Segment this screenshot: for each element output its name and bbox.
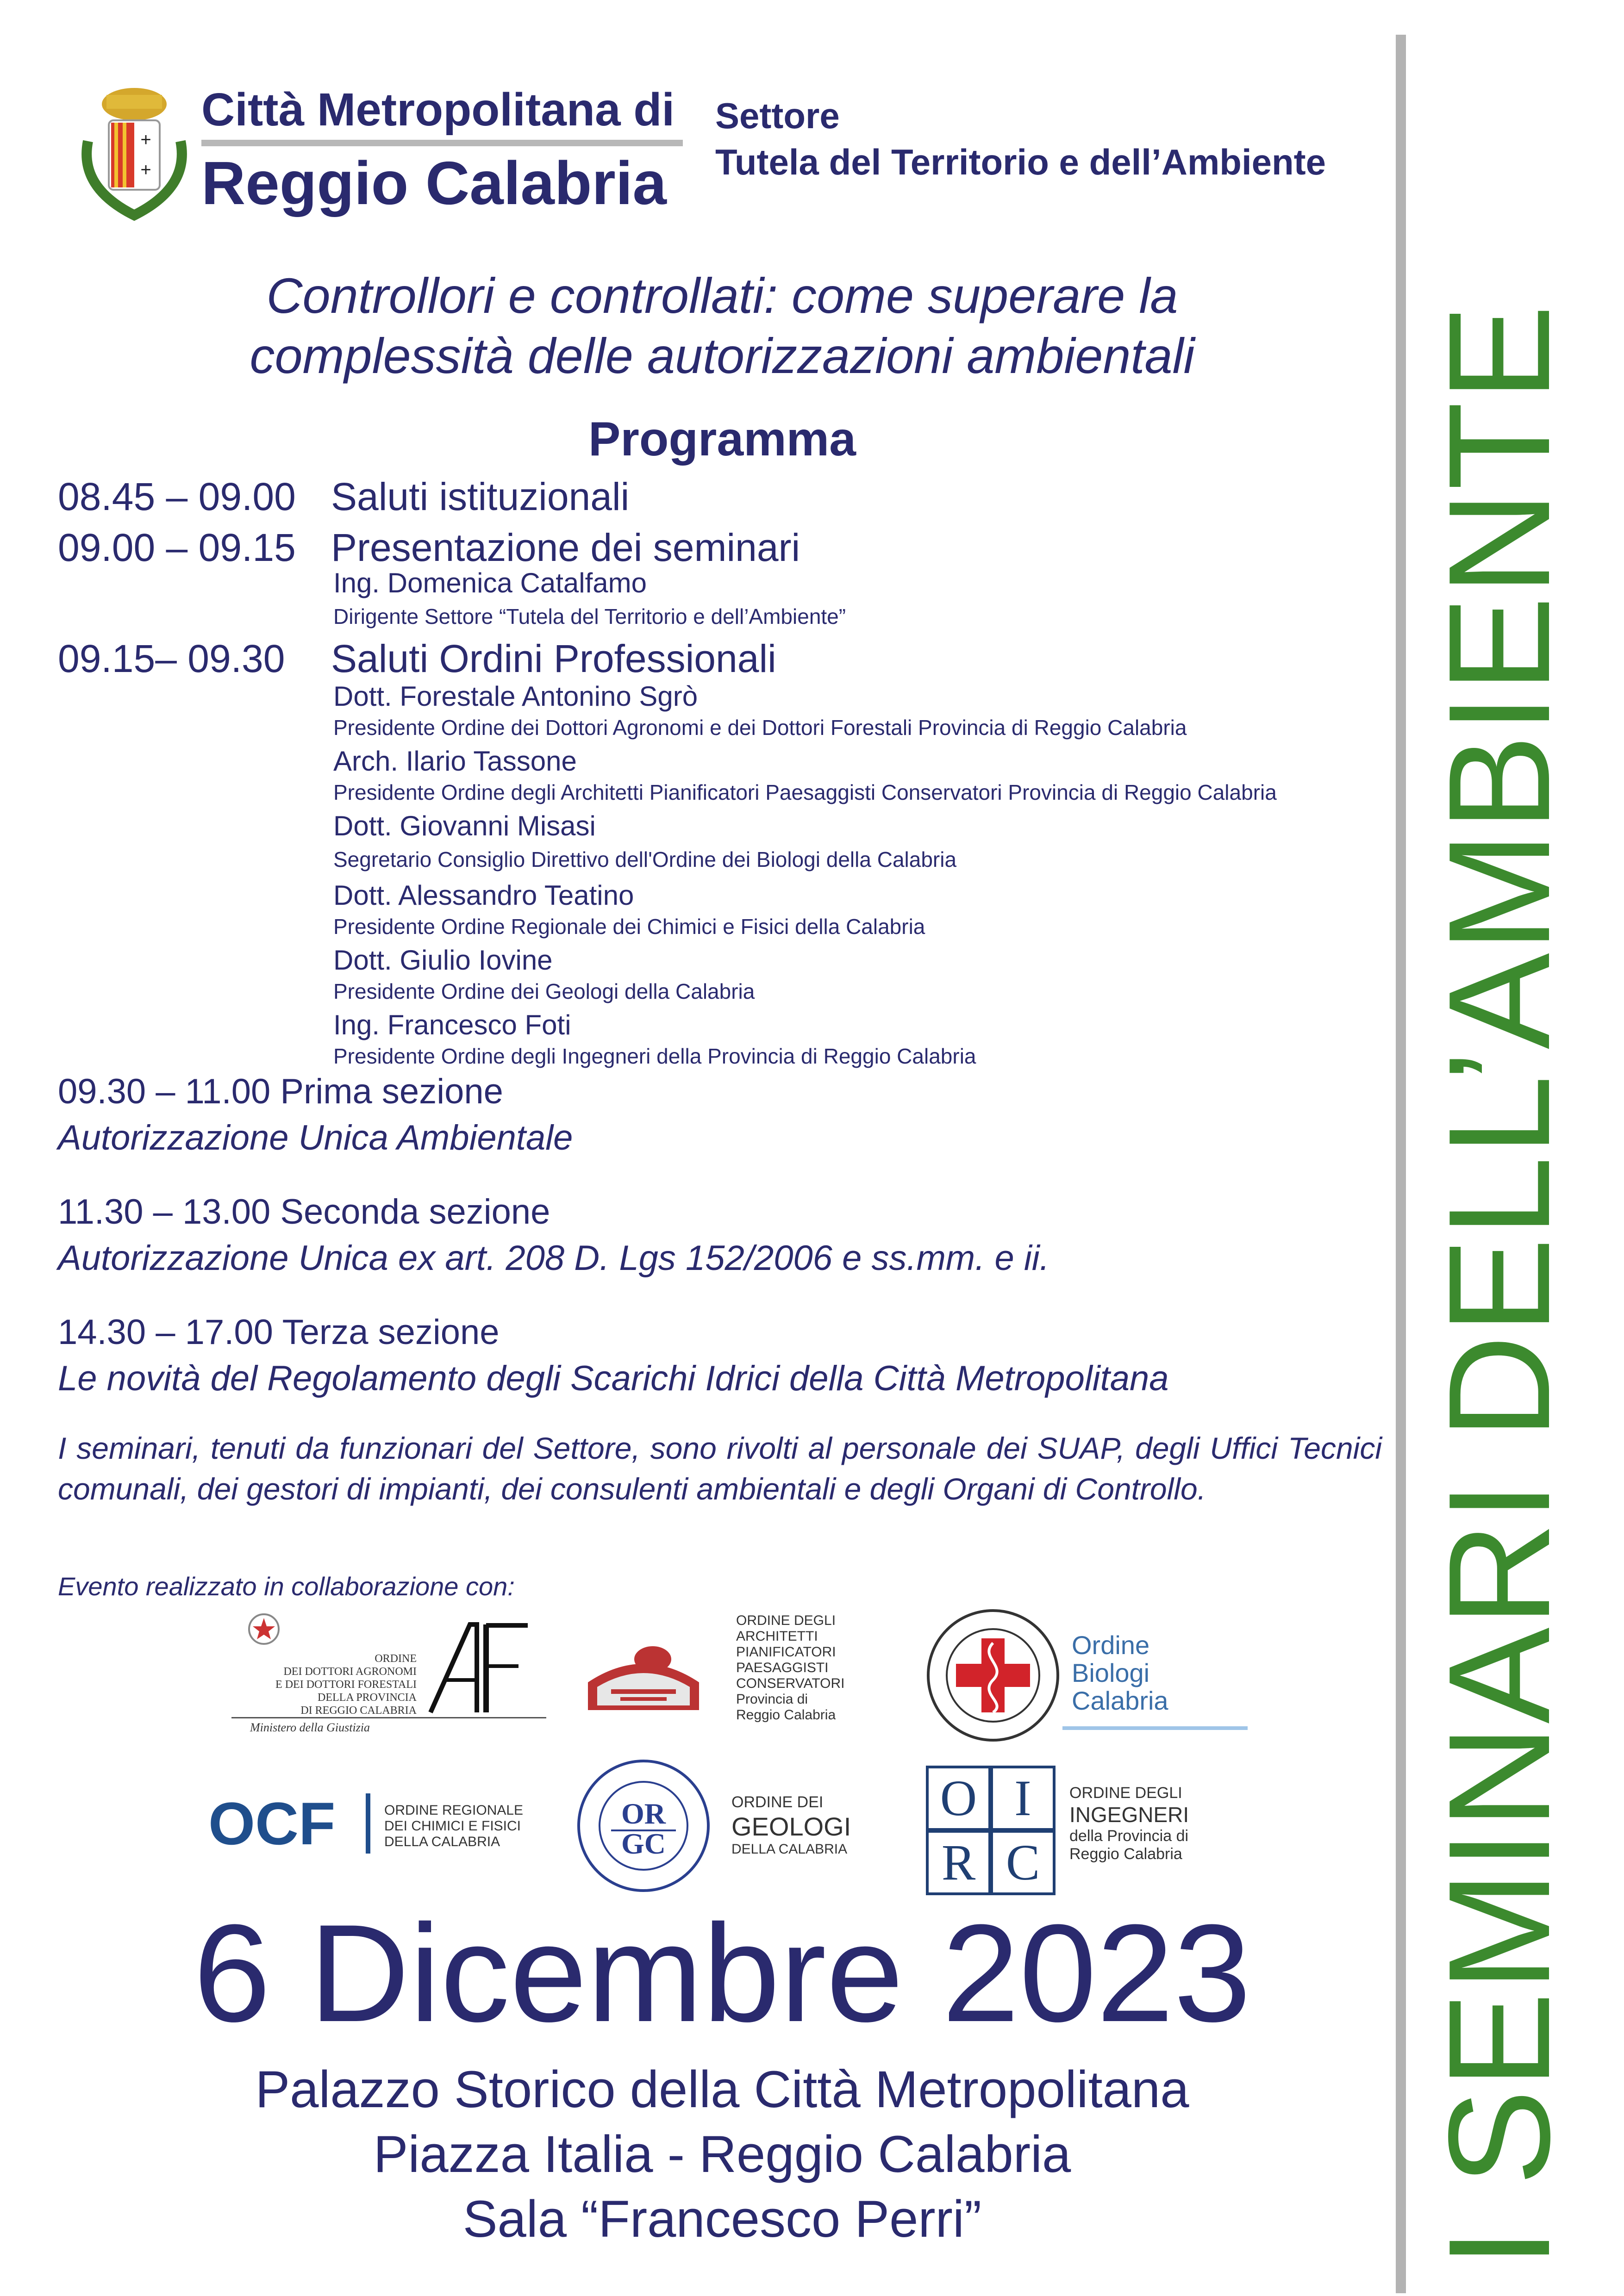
session-topic: Le novità del Regolamento degli Scarichi Idrici della Città Metropolitana [58,1359,1169,1398]
oirc-i: I [993,1768,1053,1828]
schedule-row [58,474,629,519]
logo-line: Provincia di [736,1692,808,1707]
logo-rule [1062,1726,1248,1730]
session-topic: Autorizzazione Unica ex art. 208 D. Lgs 152/2006 e ss.mm. e ii. [58,1238,1049,1278]
schedule-title: Saluti Ordini Professionali [331,637,776,680]
org-divider [201,140,683,146]
emblem-icon [245,1611,282,1652]
session-time: 14.30 – 17.00 Terza sezione [58,1313,500,1352]
schedule-row [58,525,800,570]
speaker-role: Presidente Ordine dei Geologi della Calabria [333,979,755,1003]
logo-line: PIANIFICATORI [736,1644,836,1660]
logo-line: DEI DOTTORI AGRONOMI [283,1666,417,1678]
speaker-name: Dott. Giulio Iovine [333,945,553,976]
sector-label: Settore [715,95,840,136]
agronomi-logo [231,1611,546,1734]
event-date: 6 Dicembre 2023 [193,1895,1251,2051]
speaker-name: Ing. Francesco Foti [333,1009,571,1040]
oirc-c: C [993,1833,1053,1892]
logo-line: ORDINE REGIONALE [384,1803,524,1818]
architetti-logo [579,1613,866,1738]
oirc-o: O [929,1768,988,1828]
session-time: 09.30 – 11.00 Prima sezione [58,1072,503,1111]
schedule-time: 09.15– 09.30 [58,637,285,680]
logo-line: Reggio Calabria [1069,1845,1182,1863]
biologi-logo [924,1606,1257,1745]
svg-text:+: + [140,130,151,150]
ocf-letters: OCF [208,1790,336,1857]
ocf-mark [208,1790,370,1857]
logo-line: E DEI DOTTORI FORESTALI [275,1679,417,1691]
speaker-name: Ing. Domenica Catalfamo [333,567,647,598]
geologi-logo [574,1756,893,1895]
ingegneri-logo [926,1766,1259,1900]
svg-text:GC: GC [621,1827,666,1860]
logo-line: CONSERVATORI [736,1676,845,1691]
biologi-word: Ordine [1072,1630,1150,1660]
svg-text:+: + [140,160,151,180]
logo-line: DI REGGIO CALABRIA [300,1705,417,1717]
schedule-row [58,636,776,681]
venue-line3: Sala “Francesco Perri” [462,2190,982,2248]
logo-rule [231,1717,546,1718]
oirc-mark [926,1766,1056,1895]
logo-line: GEOLOGI [731,1812,851,1841]
programma-heading: Programma [588,412,856,466]
org-name-line1: Città Metropolitana di [201,84,675,136]
logo-line: DELLA CALABRIA [731,1842,848,1857]
logo-line: ORDINE DEGLI [736,1613,836,1628]
event-subtitle-line2: complessità delle autorizzazioni ambientali [250,328,1195,384]
logo-line: DEI CHIMICI E FISICI [384,1818,521,1834]
side-divider [1396,35,1406,2293]
speaker-role: Presidente Ordine Regionale dei Chimici e Fisici della Calabria [333,915,925,939]
logo-line: Ministero della Giustizia [250,1721,370,1734]
logo-line: Reggio Calabria [736,1707,836,1723]
logo-line: della Provincia di [1069,1827,1189,1845]
biologi-word: Calabria [1072,1686,1168,1715]
svg-text:OR: OR [621,1797,666,1830]
logo-line: ORDINE DEGLI [1069,1784,1182,1802]
session-topic: Autorizzazione Unica Ambientale [58,1118,573,1157]
logo-line: DELLA PROVINCIA [318,1692,417,1704]
event-subtitle-line1: Controllori e controllati: come superare la [266,268,1178,324]
venue-line2: Piazza Italia - Reggio Calabria [373,2125,1071,2183]
logo-line: PAESAGGISTI [736,1660,829,1675]
audience-note: I seminari, tenuti da funzionari del Settore, sono rivolti al personale dei SUAP, degli Uffici Tecnici comunali, dei gestori di impianti, dei consulenti ambientali e degli Organi di Controllo. [58,1431,1382,1506]
speaker-role: Presidente Ordine degli Ingegneri della Provincia di Reggio Calabria [333,1044,976,1068]
af-monogram-icon [426,1620,537,1717]
speaker-name: Dott. Forestale Antonino Sgrò [333,681,698,712]
org-name-line2: Reggio Calabria [201,149,667,217]
speaker-name: Arch. Ilario Tassone [333,746,577,777]
biologi-word: Biologi [1072,1658,1150,1687]
city-crest-logo [69,76,199,224]
biologi-seal-icon [924,1606,1062,1745]
architetti-mark-icon [579,1641,708,1719]
geologi-seal-icon [574,1756,713,1895]
side-title: I SEMINARI DELL’AMBIENTE [1419,304,1580,2268]
venue-line1: Palazzo Storico della Città Metropolitana [255,2060,1189,2118]
speaker-role: Presidente Ordine dei Dottori Agronomi e dei Dottori Forestali Provincia di Reggio Calabria [333,716,1187,740]
session-time: 11.30 – 13.00 Seconda sezione [58,1192,550,1232]
speaker-name: Dott. Giovanni Misasi [333,810,596,841]
chimici-logo [208,1789,542,1858]
schedule-time: 09.00 – 09.15 [58,526,296,569]
schedule-title: Presentazione dei seminari [331,526,800,569]
logo-line: ORDINE [375,1653,417,1665]
sector-name: Tutela del Territorio e dell’Ambiente [715,142,1326,182]
logo-line: ARCHITETTI [736,1629,818,1644]
schedule-time: 08.45 – 09.00 [58,475,296,518]
logo-line: INGEGNERI [1069,1803,1189,1827]
oirc-r: R [929,1833,988,1892]
schedule-title: Saluti istituzionali [331,475,630,518]
speaker-name: Dott. Alessandro Teatino [333,880,634,911]
logo-line: ORDINE DEI [731,1793,824,1811]
speaker-role: Dirigente Settore “Tutela del Territorio e dell’Ambiente” [333,604,846,628]
logo-line: DELLA CALABRIA [384,1834,500,1849]
speaker-role: Segretario Consiglio Direttivo dell'Ordine dei Biologi della Calabria [333,847,957,871]
collaboration-label: Evento realizzato in collaborazione con: [58,1572,515,1601]
speaker-role: Presidente Ordine degli Architetti Pianificatori Paesaggisti Conservatori Provincia di Reggio Calabria [333,780,1277,804]
